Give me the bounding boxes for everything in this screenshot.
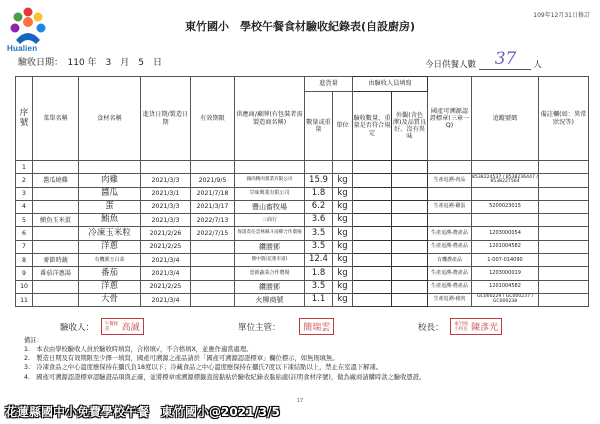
cell-expiry — [191, 161, 235, 174]
cell-unit: kg — [333, 280, 353, 293]
cell-supplier: 火柳商號 — [235, 293, 305, 306]
cell-seq: 5 — [16, 214, 33, 227]
header-seq: 序號 — [16, 77, 33, 161]
cell-food: 有機栗玉白菜 — [79, 254, 141, 267]
cell-food: 番茄 — [79, 267, 141, 280]
cell-qty — [305, 161, 333, 174]
cell-in-date: 2021/3/4 — [141, 293, 191, 306]
table-row — [16, 280, 589, 293]
cell-expiry: 2022/7/15 — [191, 227, 235, 240]
cell-dish — [33, 293, 79, 306]
cell-seq: 11 — [16, 293, 33, 306]
principal-signature — [418, 318, 502, 335]
inspection-date: 驗收日期： 110 年 3 月 5 日 — [18, 58, 162, 68]
header-origin: 國產可溯源認證標章(三章一Q) — [428, 77, 472, 161]
cell-inspect-ok — [353, 214, 392, 227]
cell-dish — [33, 280, 79, 293]
cell-origin — [428, 214, 472, 227]
meal-count — [425, 49, 542, 70]
notes — [24, 336, 584, 382]
header-supply-group: 進貨量 — [305, 77, 353, 92]
cell-unit: kg — [333, 254, 353, 267]
principal-stamp: 東竹國小校長 陳彥光 — [450, 318, 502, 335]
cell-dish — [33, 240, 79, 253]
cell-inspect-ok — [353, 280, 392, 293]
cell-expiry — [191, 293, 235, 306]
page-number: 17 — [296, 398, 304, 404]
cell-remark — [539, 200, 589, 213]
note-item: 1. 本表由學校驗收人員於驗收時填寫，合格填√，不合格填X，並應作適當處理。 — [24, 346, 253, 354]
cell-inspect-quality — [392, 200, 428, 213]
meal-count-value: 37 — [494, 49, 517, 69]
cell-origin: 生產追溯-豬肉 — [428, 293, 472, 306]
principal-label: 校長： — [418, 323, 444, 333]
cell-remark — [539, 267, 589, 280]
cell-in-date: 2021/3/4 — [141, 254, 191, 267]
table-row — [16, 187, 589, 200]
cell-qty: 1.1 — [305, 293, 333, 306]
cell-inspect-ok — [353, 254, 392, 267]
cell-inspect-quality — [392, 161, 428, 174]
header-food: 食材名稱 — [79, 77, 141, 161]
cell-trace: 1203000054 — [472, 227, 539, 240]
cell-remark — [539, 187, 589, 200]
table-row — [16, 267, 589, 280]
header-inspect-quality: 外觀(含色澤)及品質良好、沒有異味 — [392, 92, 428, 161]
inspector-stamp-label: 午餐秘書 — [104, 321, 119, 332]
cell-origin — [428, 161, 472, 174]
cell-inspect-ok — [353, 161, 392, 174]
cell-unit: kg — [333, 267, 353, 280]
cell-expiry: 2021/9/5 — [191, 174, 235, 187]
header-inspect-group: 由驗收人員填寫 — [353, 77, 428, 92]
cell-seq: 7 — [16, 240, 33, 253]
header-expiry: 有效期限 — [191, 77, 235, 161]
cell-unit: kg — [333, 174, 353, 187]
cell-trace: 8538224537 / 8538236447 / 8538227564 — [472, 174, 539, 187]
cell-inspect-quality — [392, 293, 428, 306]
cell-unit: kg — [333, 200, 353, 213]
header-supply-unit: 單位 — [333, 92, 353, 161]
header-trace-code: 追蹤號碼 — [472, 77, 539, 161]
cell-inspect-quality — [392, 267, 428, 280]
cell-inspect-quality — [392, 174, 428, 187]
cell-food: 大骨 — [79, 293, 141, 306]
cell-inspect-ok — [353, 267, 392, 280]
cell-remark — [539, 227, 589, 240]
cell-seq: 4 — [16, 200, 33, 213]
cell-dish — [33, 187, 79, 200]
page-title: 東竹國小 學校午餐食材驗收紀錄表(自設廚房) — [184, 20, 416, 33]
cell-expiry — [191, 240, 235, 253]
cell-trace: 1201004582 — [472, 240, 539, 253]
unit-head-stamp: 簡瑞雲 — [299, 318, 334, 335]
cell-inspect-ok — [353, 293, 392, 306]
cell-unit — [333, 161, 353, 174]
unit-head-label: 單位主管： — [238, 323, 281, 333]
cell-supplier: 保證責任雲林縣斗南鄉合作農場 — [235, 227, 305, 240]
cell-in-date: 2021/2/25 — [141, 280, 191, 293]
cell-dish — [33, 227, 79, 240]
header-in-date: 進貨日期/製造日期 — [141, 77, 191, 161]
cell-remark — [539, 161, 589, 174]
cell-trace: GC000229 / GC000237 / GC000238 — [472, 293, 539, 306]
cell-qty: 3.5 — [305, 280, 333, 293]
cell-expiry — [191, 280, 235, 293]
cell-expiry — [191, 254, 235, 267]
cell-seq: 8 — [16, 254, 33, 267]
cell-dish: 醬瓜燒雞 — [33, 174, 79, 187]
cell-supplier: 甘味興業有限公司 — [235, 187, 305, 200]
cell-inspect-quality — [392, 227, 428, 240]
cell-seq: 2 — [16, 174, 33, 187]
notes-title: 備註： — [24, 337, 43, 344]
cell-qty: 6.2 — [305, 200, 333, 213]
header-remark: 備註欄(如：異常狀況等) — [539, 77, 589, 161]
cell-trace: 1203000019 — [472, 267, 539, 280]
cell-qty: 15.9 — [305, 174, 333, 187]
cell-supplier: 鑽勝鄧 — [235, 280, 305, 293]
cell-inspect-quality — [392, 240, 428, 253]
cell-in-date: 2021/3/4 — [141, 267, 191, 280]
cell-food — [79, 161, 141, 174]
cell-supplier: 三商行 — [235, 214, 305, 227]
cell-origin: 生產追溯-農產品 — [428, 227, 472, 240]
cell-trace: 1-007-014090 — [472, 254, 539, 267]
cell-expiry — [191, 267, 235, 280]
unit-head-signature — [238, 318, 334, 335]
header-supply-qty: 數量或重量 — [305, 92, 333, 161]
cell-origin: 生產追溯-肉品 — [428, 174, 472, 187]
image-caption: 花蓮縣國中小免費學校午餐 東竹國小@2021/3/5 — [5, 405, 280, 419]
table-row — [16, 227, 589, 240]
cell-unit: kg — [333, 214, 353, 227]
cell-qty: 1.8 — [305, 187, 333, 200]
table-row — [16, 254, 589, 267]
cell-food: 鮪魚 — [79, 214, 141, 227]
cell-seq: 9 — [16, 267, 33, 280]
cell-inspect-ok — [353, 187, 392, 200]
cell-inspect-quality — [392, 254, 428, 267]
cell-food: 蛋 — [79, 200, 141, 213]
table-row — [16, 293, 589, 306]
cell-qty: 3.5 — [305, 240, 333, 253]
cell-remark — [539, 174, 589, 187]
cell-origin: 生產追溯-雞蛋 — [428, 200, 472, 213]
logo-text: Hualien — [7, 44, 38, 53]
cell-expiry: 2021/7/18 — [191, 187, 235, 200]
cell-unit: kg — [333, 293, 353, 306]
note-item: 4. 國產可溯源認證標章認驗證品項與正確，並將標章或溯源標籤直接黏貼於驗收紀錄表黏貼處(註明食材序號)，做為廠商請購時款之驗收憑證。 — [24, 373, 426, 381]
cell-origin: 有機農產品 — [428, 254, 472, 267]
cell-food: 洋蔥 — [79, 280, 141, 293]
cell-qty: 3.5 — [305, 227, 333, 240]
cell-inspect-quality — [392, 187, 428, 200]
cell-qty: 1.8 — [305, 267, 333, 280]
cell-inspect-quality — [392, 214, 428, 227]
cell-in-date: 2021/3/3 — [141, 214, 191, 227]
meal-count-label: 今日供餐人數 — [425, 60, 477, 70]
table-row — [16, 200, 589, 213]
cell-origin — [428, 187, 472, 200]
note-item: 3. 冷凍食品之中心溫度應保持在攝氏負18度以下；冷藏食品之中心溫度應保持在攝氏7度以下凍結點以上，禁止在室溫下解凍。 — [24, 364, 383, 372]
cell-remark — [539, 214, 589, 227]
cell-dish: 鮪魚玉米蛋 — [33, 214, 79, 227]
inspector-label: 驗收人： — [60, 323, 95, 333]
cell-supplier: 勝中農(花蓮市道) — [235, 254, 305, 267]
cell-expiry: 2021/3/17 — [191, 200, 235, 213]
cell-seq: 1 — [16, 161, 33, 174]
cell-inspect-ok — [353, 227, 392, 240]
cell-trace: 5200023015 — [472, 200, 539, 213]
cell-origin: 生產追溯-農產品 — [428, 267, 472, 280]
cell-origin: 生產追溯-農產品 — [428, 280, 472, 293]
header-supplier: 供應商/廠牌(有包裝者需製造商名稱) — [235, 77, 305, 161]
cell-inspect-ok — [353, 240, 392, 253]
cell-in-date: 2021/3/3 — [141, 174, 191, 187]
cell-expiry: 2022/7/13 — [191, 214, 235, 227]
cell-food: 醬瓜 — [79, 187, 141, 200]
cell-supplier: 壹新蔬菜合作農場 — [235, 267, 305, 280]
table-row — [16, 174, 589, 187]
cell-seq: 3 — [16, 187, 33, 200]
cell-trace — [472, 214, 539, 227]
cell-origin: 生產追溯-農產品 — [428, 240, 472, 253]
cell-dish — [33, 200, 79, 213]
cell-in-date: 2021/3/1 — [141, 187, 191, 200]
header-inspect-ok: 驗收數量、重量是否符合規定 — [353, 92, 392, 161]
cell-seq: 10 — [16, 280, 33, 293]
cell-remark — [539, 240, 589, 253]
table-row — [16, 161, 589, 174]
table-row — [16, 240, 589, 253]
cell-trace — [472, 187, 539, 200]
note-item: 2. 製造日期及有效期限至少擇一填寫，國產可溯源之產品請於「國產可溯源認證標章」欄位標示，如無則填無。 — [24, 355, 339, 363]
meal-count-unit: 人 — [533, 60, 542, 70]
inspector-signature — [60, 318, 144, 335]
principal-stamp-label: 東竹國小校長 — [454, 321, 468, 332]
cell-dish — [33, 161, 79, 174]
cell-remark — [539, 293, 589, 306]
cell-seq: 6 — [16, 227, 33, 240]
cell-remark — [539, 280, 589, 293]
inspection-table — [15, 76, 588, 307]
cell-trace: 1201004582 — [472, 280, 539, 293]
cell-unit: kg — [333, 187, 353, 200]
cell-unit: kg — [333, 227, 353, 240]
cell-dish: 麥節時蔬 — [33, 254, 79, 267]
cell-in-date — [141, 161, 191, 174]
cell-dish: 番茄洋蔥湯 — [33, 267, 79, 280]
cell-trace — [472, 161, 539, 174]
cell-in-date: 2021/2/25 — [141, 240, 191, 253]
cell-inspect-ok — [353, 174, 392, 187]
cell-food: 肉雞 — [79, 174, 141, 187]
cell-food: 冷凍玉米粒 — [79, 227, 141, 240]
cell-remark — [539, 254, 589, 267]
cell-supplier: 國尚精肉實業有限公司 — [235, 174, 305, 187]
cell-supplier: 豐山畜牧場 — [235, 200, 305, 213]
cell-supplier — [235, 161, 305, 174]
cell-inspect-quality — [392, 280, 428, 293]
cell-unit: kg — [333, 240, 353, 253]
cell-qty: 12.4 — [305, 254, 333, 267]
table-row — [16, 214, 589, 227]
cell-in-date: 2021/3/3 — [141, 200, 191, 213]
cell-supplier: 鑽勝鄧 — [235, 240, 305, 253]
cell-food: 洋蔥 — [79, 240, 141, 253]
cell-qty: 3.6 — [305, 214, 333, 227]
revision-date: 109年12月31日修訂 — [533, 12, 590, 19]
header-dish: 菜單名稱 — [33, 77, 79, 161]
cell-inspect-ok — [353, 200, 392, 213]
inspector-stamp: 午餐秘書 高誠 — [101, 318, 144, 335]
cell-in-date: 2021/2/26 — [141, 227, 191, 240]
